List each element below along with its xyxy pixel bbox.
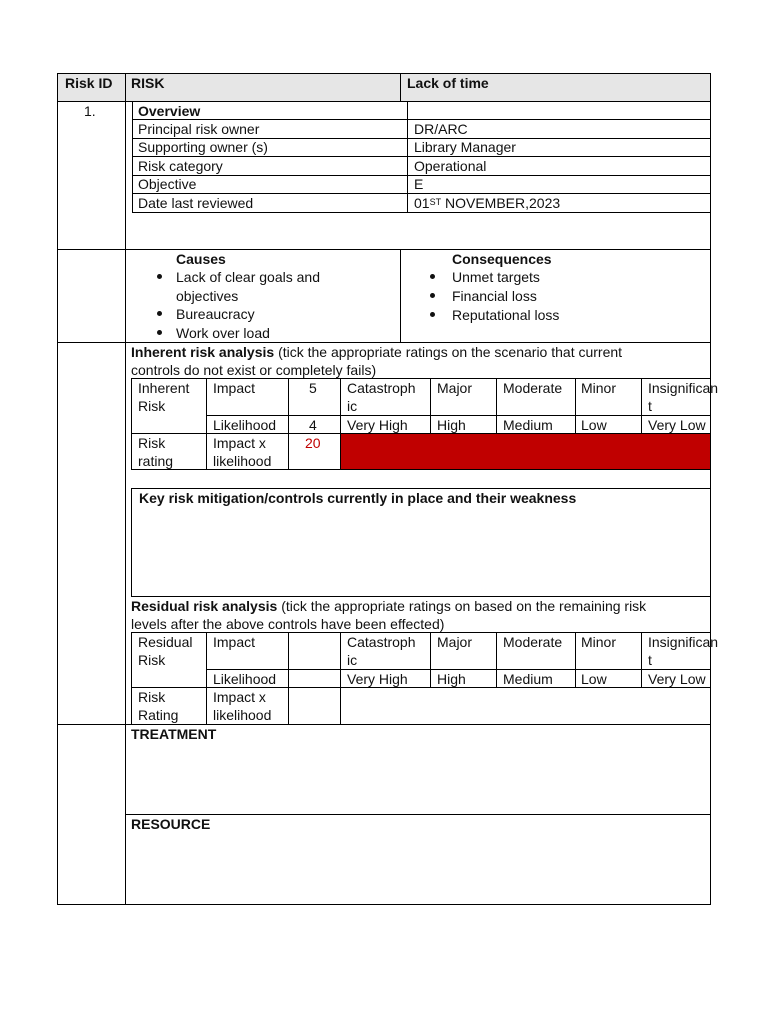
inherent-description: [131, 343, 622, 361]
residual-grid: [496, 632, 497, 688]
overview-border: [132, 212, 710, 213]
impact-x-likelihood-label: likelihood: [213, 453, 272, 469]
consequences-title: Consequences: [452, 251, 552, 267]
overview-label: Risk category: [138, 158, 223, 174]
residual-grid: [430, 632, 431, 688]
table-border: [125, 73, 126, 905]
impact-x-likelihood-label: Impact x: [213, 689, 266, 705]
scale-catastrophic: ic: [347, 398, 358, 414]
scale-insignificant: Insignifican: [648, 380, 719, 396]
residual-grid: [131, 632, 132, 724]
table-border: [57, 249, 711, 250]
risk-rating-label: Risk: [138, 689, 166, 705]
residual-desc-2: levels after the above controls have been effected): [131, 616, 445, 632]
risk-rating-label: Risk: [138, 435, 166, 451]
inherent-grid: [288, 378, 289, 470]
scale-medium: Medium: [503, 671, 553, 687]
scale-major: Major: [437, 380, 473, 396]
table-border: [400, 73, 401, 101]
table-border: [57, 73, 58, 905]
residual-title: Residual risk analysis: [131, 598, 278, 614]
date-ordinal: ST: [429, 197, 442, 207]
scale-moderate: Moderate: [503, 634, 563, 650]
scale-insignificant: t: [648, 652, 652, 668]
bullet-icon: [157, 330, 162, 335]
inherent-grid: [575, 378, 576, 434]
scale-moderate: Moderate: [503, 380, 563, 396]
inherent-row-label: Inherent: [138, 380, 190, 396]
risk-id-header: Risk ID: [65, 75, 113, 91]
inherent-grid: [641, 378, 642, 434]
consequence-item: Unmet targets: [452, 269, 540, 285]
likelihood-label: Likelihood: [213, 671, 277, 687]
table-border: [57, 904, 711, 905]
causes-title: Causes: [176, 251, 226, 267]
inherent-desc-1: (tick the appropriate ratings on the scenario that current: [274, 344, 623, 360]
impact-x-likelihood-label: likelihood: [213, 707, 272, 723]
residual-grid: [288, 632, 289, 724]
mitigation-title: Key risk mitigation/controls currently in place and their weakness: [139, 490, 577, 506]
date-month-year: NOVEMBER,2023: [441, 195, 561, 211]
inherent-rating-highlight: [341, 434, 710, 469]
risk-number: 1.: [84, 103, 96, 119]
inherent-row-label: Risk: [138, 398, 166, 414]
inherent-grid: [430, 378, 431, 434]
cause-item: Bureaucracy: [176, 306, 255, 322]
bullet-icon: [430, 274, 435, 279]
scale-low: Low: [581, 671, 607, 687]
bullet-icon: [157, 311, 162, 316]
inherent-grid: [131, 378, 132, 470]
overview-border: [407, 101, 408, 213]
impact-value: 5: [309, 380, 317, 396]
bullet-icon: [157, 274, 162, 279]
inherent-title: Inherent risk analysis: [131, 344, 275, 360]
impact-x-likelihood-label: Impact x: [213, 435, 266, 451]
residual-grid: [206, 632, 207, 724]
consequence-item: Financial loss: [452, 288, 537, 304]
impact-label: Impact: [213, 380, 256, 396]
overview-label: Date last reviewed: [138, 195, 254, 211]
inherent-desc-2: controls do not exist or completely fails): [131, 362, 377, 378]
scale-insignificant: Insignifican: [648, 634, 719, 650]
likelihood-label: Likelihood: [213, 417, 277, 433]
scale-minor: Minor: [581, 634, 617, 650]
scale-high: High: [437, 417, 466, 433]
scale-very-low: Very Low: [648, 671, 706, 687]
overview-label: Objective: [138, 176, 197, 192]
scale-medium: Medium: [503, 417, 553, 433]
inherent-grid: [496, 378, 497, 434]
residual-row-label: Residual: [138, 634, 193, 650]
consequence-item: Reputational loss: [452, 307, 560, 323]
scale-minor: Minor: [581, 380, 617, 396]
scale-high: High: [437, 671, 466, 687]
residual-grid: [340, 632, 341, 724]
scale-very-high: Very High: [347, 417, 408, 433]
scale-catastrophic: ic: [347, 652, 358, 668]
likelihood-value: 4: [309, 417, 317, 433]
cause-item-continued: objectives: [176, 288, 239, 304]
scale-catastrophic: Catastroph: [347, 380, 416, 396]
scale-insignificant: t: [648, 398, 652, 414]
table-border: [125, 814, 711, 815]
overview-value: DR/ARC: [414, 121, 468, 137]
residual-desc-1: (tick the appropriate ratings on based on the remaining risk: [277, 598, 647, 614]
risk-rating-label: Rating: [138, 707, 179, 723]
cause-item: Work over load: [176, 325, 270, 341]
overview-label: Supporting owner (s): [138, 139, 268, 155]
residual-grid: [575, 632, 576, 688]
impact-label: Impact: [213, 634, 256, 650]
overview-value: Operational: [414, 158, 487, 174]
resource-title: RESOURCE: [131, 816, 211, 832]
risk-header: RISK: [131, 75, 165, 91]
inherent-grid: [206, 378, 207, 470]
scale-very-low: Very Low: [648, 417, 706, 433]
residual-description: [131, 597, 646, 615]
date-last-reviewed-value: [414, 194, 560, 212]
overview-title: Overview: [138, 103, 201, 119]
bullet-icon: [430, 293, 435, 298]
scale-low: Low: [581, 417, 607, 433]
residual-grid: [641, 632, 642, 688]
overview-label: Principal risk owner: [138, 121, 260, 137]
scale-catastrophic: Catastroph: [347, 634, 416, 650]
cause-item: Lack of clear goals and: [176, 269, 320, 285]
table-border: [400, 249, 401, 342]
treatment-title: TREATMENT: [131, 726, 217, 742]
overview-value: Library Manager: [414, 139, 516, 155]
scale-very-high: Very High: [347, 671, 408, 687]
overview-value: E: [414, 176, 424, 192]
scale-major: Major: [437, 634, 473, 650]
overview-border: [132, 101, 133, 213]
date-day: 01: [414, 195, 430, 211]
residual-row-label: Risk: [138, 652, 166, 668]
overview-border: [132, 101, 710, 102]
risk-rating-label: rating: [138, 453, 174, 469]
risk-title: Lack of time: [407, 75, 489, 91]
bullet-icon: [430, 312, 435, 317]
risk-rating-value: 20: [305, 435, 321, 451]
